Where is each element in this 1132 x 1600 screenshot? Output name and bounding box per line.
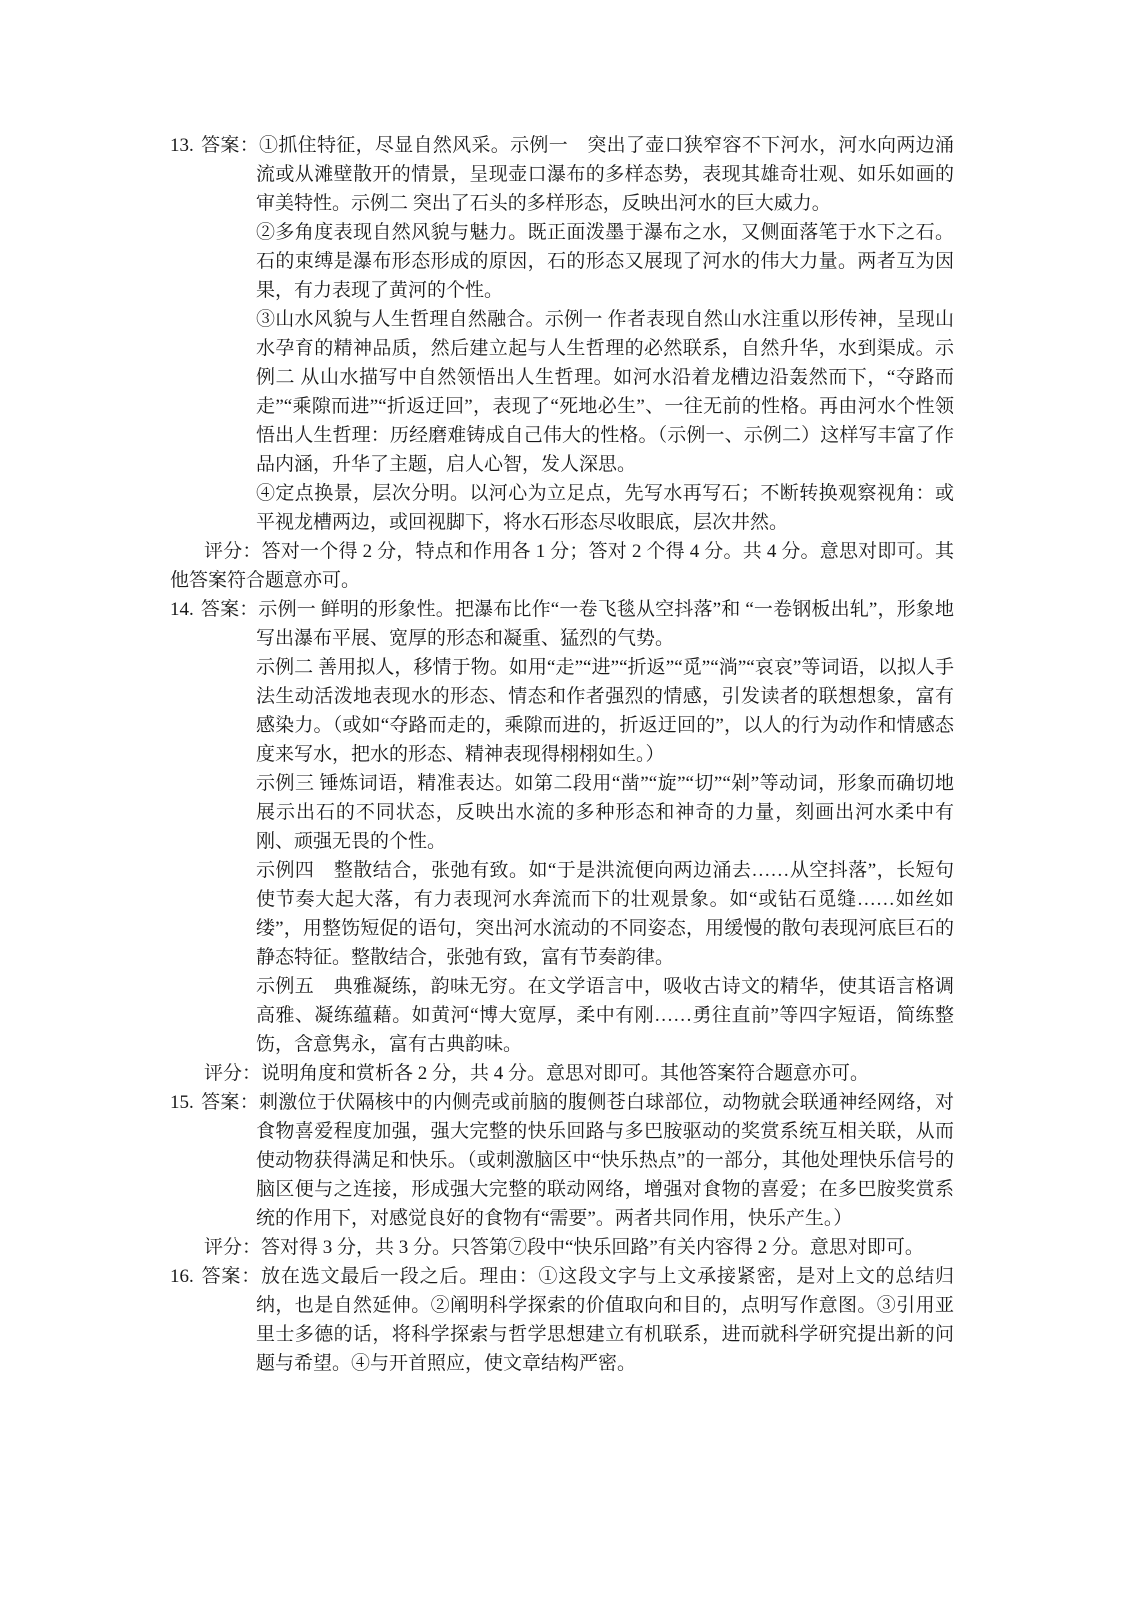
answer-13-label: 答案： (200, 135, 260, 156)
answer-16 (170, 1262, 954, 1378)
answer-15 (170, 1088, 954, 1262)
answer-13-score-line: 评分：答对一个得 2 分，特点和作用各 1 分；答对 2 个得 4 分。共 4 分。意思对即可。其他答案符合题意亦可。 (170, 541, 954, 591)
answer-14 (170, 595, 954, 1088)
answer-13-paragraph-3: ③山水风貌与人生哲理自然融合。示例一 作者表现自然山水注重以形传神，呈现山水孕育的精神品质，然后建立起与人生哲理的必然联系，自然升华，水到渠成。示例二 从山水描写中自然领悟出人生哲理。如河水沿着龙槽边沿轰然而下，“夺路而走”“乘隙而进”“折返迂回”，表现了“死地必生”、一往无前的性格。再由河水个性领悟出人生哲理：历经磨难铸成自己伟大的性格。（示例一、示例二）这样写丰富了作品内涵，升华了主题，启人心智，发人深思。 (256, 309, 954, 475)
answer-14-paragraph-2: 示例二 善用拟人，移情于物。如用“走”“进”“折返”“觅”“淌”“哀哀”等词语，以拟人手法生动活泼地表现水的形态、情态和作者强烈的情感，引发读者的联想想象，富有感染力。（或如“夺路而走的，乘隙而进的，折返迂回的”，以人的行为动作和情感态度来写水，把水的形态、精神表现得栩栩如生。） (256, 657, 954, 765)
answer-14-label: 答案： (200, 599, 259, 620)
answer-16-number: 16. (170, 1266, 194, 1287)
answer-16-label: 答案： (200, 1266, 262, 1287)
answer-15-score-line: 评分：答对得 3 分，共 3 分。只答第⑦段中“快乐回路”有关内容得 2 分。意思对即可。 (204, 1237, 924, 1258)
answer-15-lead-text: 刺激位于伏隔核中的内侧壳或前脑的腹侧苍白球部位，动物就会联通神经网络，对食物喜爱程度加强，强大完整的快乐回路与多巴胺驱动的奖赏系统互相关联，从而使动物获得满足和快乐。（或刺激脑区中“快乐热点”的一部分，其他处理快乐信号的脑区便与之连接，形成强大完整的联动网络，增强对食物的喜爱；在多巴胺奖赏系统的作用下，对感觉良好的食物有“需要”。两者共同作用，快乐产生。） (256, 1092, 954, 1229)
answer-13-lead (170, 131, 954, 218)
answer-15-number: 15. (170, 1092, 194, 1113)
answer-15-label: 答案： (200, 1092, 260, 1113)
answer-14-paragraph-5: 示例五 典雅凝练，韵味无穷。在文学语言中，吸收古诗文的精华，使其语言格调高雅、凝练蕴藉。如黄河“博大宽厚，柔中有刚……勇往直前”等四字短语，简练整饬，含意隽永，富有古典韵味。 (256, 976, 954, 1055)
answer-14-paragraph-4: 示例四 整散结合，张弛有致。如“于是洪流便向两边涌去……从空抖落”，长短句使节奏大起大落，有力表现河水奔流而下的壮观景象。如“或钻石觅缝……如丝如缕”，用整饬短促的语句，突出河水流动的不同姿态，用缓慢的散句表现河底巨石的静态特征。整散结合，张弛有致，富有节奏韵律。 (256, 860, 954, 968)
answer-15-lead (170, 1088, 954, 1233)
answer-14-lead-text: 示例一 鲜明的形象性。把瀑布比作“一卷飞毯从空抖落”和 “一卷钢板出轧”，形象地写出瀑布平展、宽厚的形态和凝重、猛烈的气势。 (256, 599, 954, 649)
answer-16-lead (170, 1262, 954, 1378)
answer-13-number: 13. (170, 135, 194, 156)
answer-13-paragraph-4: ④定点换景，层次分明。以河心为立足点，先写水再写石；不断转换观察视角：或平视龙槽两边，或回视脚下，将水石形态尽收眼底，层次井然。 (256, 483, 954, 533)
answer-14-number: 14. (170, 599, 194, 620)
answer-14-lead (170, 595, 954, 653)
answer-16-lead-text: 放在选文最后一段之后。理由：①这段文字与上文承接紧密，是对上文的总结归纳，也是自然延伸。②阐明科学探索的价值取向和目的，点明写作意图。③引用亚里士多德的话，将科学探索与哲学思想建立有机联系，进而就科学研究提出新的问题与希望。④与开首照应，使文章结构严密。 (256, 1266, 954, 1374)
answer-14-paragraph-3: 示例三 锤炼词语，精准表达。如第二段用“凿”“旋”“切”“剁”等动词，形象而确切地展示出石的不同状态，反映出水流的多种形态和神奇的力量，刻画出河水柔中有刚、顽强无畏的个性。 (256, 773, 954, 852)
answer-13 (170, 131, 954, 595)
answer-14-score-line: 评分：说明角度和赏析各 2 分，共 4 分。意思对即可。其他答案符合题意亦可。 (204, 1063, 870, 1084)
answer-13-lead-text: ①抓住特征，尽显自然风采。示例一 突出了壶口狭窄容不下河水，河水向两边涌流或从滩壁散开的情景，呈现壶口瀑布的多样态势，表现其雄奇壮观、如乐如画的审美特性。示例二 突出了石头的多样形态，反映出河水的巨大威力。 (256, 135, 954, 214)
answer-key-text-column (170, 131, 954, 1378)
answer-13-paragraph-2: ②多角度表现自然风貌与魅力。既正面泼墨于瀑布之水，又侧面落笔于水下之石。石的束缚是瀑布形态形成的原因，石的形态又展现了河水的伟大力量。两者互为因果，有力表现了黄河的个性。 (256, 222, 954, 301)
